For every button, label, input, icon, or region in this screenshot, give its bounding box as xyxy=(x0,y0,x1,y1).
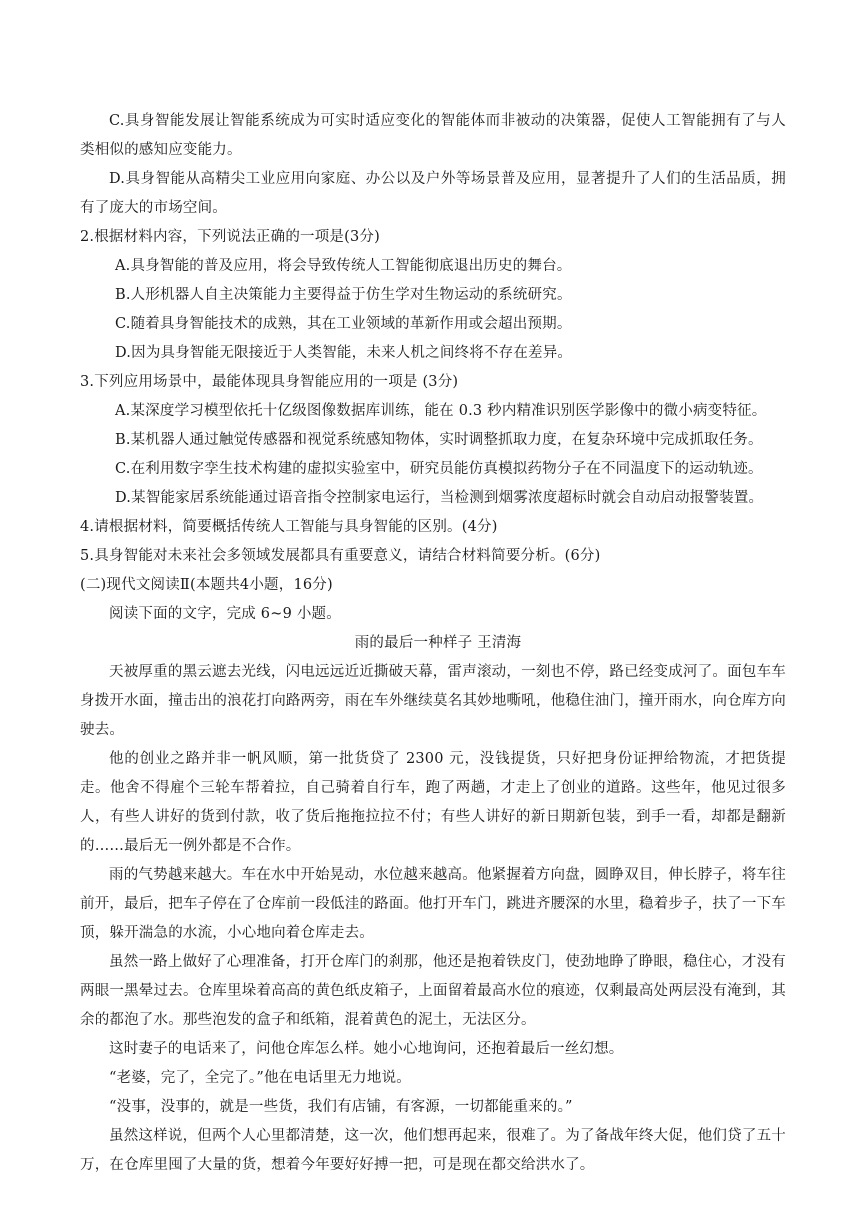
passage-paragraph: 虽然这样说，但两个人心里都清楚，这一次，他们想再起来，很难了。为了备战年终大促，他们贷了五十万，在仓库里囤了大量的货，想着今年要好好搏一把，可是现在都交给洪水了。 xyxy=(80,1128,786,1173)
q3-option-d: D.某智能家居系统能通过语音指令控制家电运行，当检测到烟雾浓度超标时就会自动启动报警装置。 xyxy=(115,490,764,506)
section-heading: (二)现代文阅读Ⅱ(本题共4小题，16分) xyxy=(80,577,333,593)
q1-option-d: D.具身智能从高精尖工业应用向家庭、办公以及户外等场景普及应用，显著提升了人们的生活品质，拥有了庞大的市场空间。 xyxy=(80,171,786,216)
passage-paragraph: “没事，没事的，就是一些货，我们有店铺，有客源，一切都能重来的。” xyxy=(109,1099,573,1115)
passage-title: 雨的最后一种样子 王清海 xyxy=(354,635,522,651)
q3-option-b: B.某机器人通过触觉传感器和视觉系统感知物体，实时调整抓取力度，在复杂环境中完成抓取任务。 xyxy=(115,432,763,448)
document-page xyxy=(80,107,786,1180)
passage-paragraph: “老婆，完了，全完了。”他在电话里无力地说。 xyxy=(109,1070,411,1086)
passage-paragraph: 这时妻子的电话来了，问他仓库怎么样。她小心地询问，还抱着最后一丝幻想。 xyxy=(109,1041,624,1057)
q3-stem: 3.下列应用场景中，最能体现具身智能应用的一项是 (3分) xyxy=(80,374,459,390)
q5-stem: 5.具身智能对未来社会多领域发展都具有重要意义，请结合材料简要分析。(6分) xyxy=(80,548,601,564)
q2-option-a: A.具身智能的普及应用，将会导致传统人工智能彻底退出历史的舞台。 xyxy=(115,258,572,274)
passage-paragraph: 雨的气势越来越大。车在水中开始晃动，水位越来越高。他紧握着方向盘，圆睁双目，伸长脖子，将车往前开，最后，把车子停在了仓库前一段低洼的路面。他打开车门，跳进齐腰深的水里，稳着步子，扶了一下车顶，躲开湍急的水流，小心地向着仓库走去。 xyxy=(80,867,786,941)
q2-option-b: B.人形机器人自主决策能力主要得益于仿生学对生物运动的系统研究。 xyxy=(115,287,572,303)
q1-option-c: C.具身智能发展让智能系统成为可实时适应变化的智能体而非被动的决策器，促使人工智能拥有了与人类相似的感知应变能力。 xyxy=(80,113,786,158)
q3-option-c: C.在利用数字孪生技术构建的虚拟实验室中，研究员能仿真模拟药物分子在不同温度下的运动轨迹。 xyxy=(115,461,763,477)
passage-paragraph: 虽然一路上做好了心理准备，打开仓库门的刹那，他还是抱着铁皮门，使劲地睁了睁眼，稳住心，才没有两眼一黑晕过去。仓库里垛着高高的黄色纸皮箱子，上面留着最高水位的痕迹，仅剩最高处两层没有淹到，其余的都泡了水。那些泡发的盒子和纸箱，混着黄色的泥土，无法区分。 xyxy=(80,954,786,1028)
q2-stem: 2.根据材料内容，下列说法正确的一项是(3分) xyxy=(80,229,380,245)
q2-option-d: D.因为具身智能无限接近于人类智能，未来人机之间终将不存在差异。 xyxy=(115,345,573,361)
q3-option-a: A.某深度学习模型依托十亿级图像数据库训练，能在 0.3 秒内精准识别医学影像中的微小病变特征。 xyxy=(115,403,767,419)
reading-instruction: 阅读下面的文字，完成 6~9 小题。 xyxy=(109,606,341,622)
q4-stem: 4.请根据材料，简要概括传统人工智能与具身智能的区别。(4分) xyxy=(80,519,498,535)
passage-paragraph: 天被厚重的黑云遮去光线，闪电远远近近撕破天幕，雷声滚动，一刻也不停，路已经变成河了。面包车车身拨开水面，撞击出的浪花打向路两旁，雨在车外继续莫名其妙地嘶吼，他稳住油门，撞开雨水，向仓库方向驶去。 xyxy=(80,664,786,738)
q2-option-c: C.随着具身智能技术的成熟，其在工业领域的革新作用或会超出预期。 xyxy=(115,316,572,332)
passage-paragraph: 他的创业之路并非一帆风顺，第一批货贷了 2300 元，没钱提货，只好把身份证押给物流，才把货提走。他舍不得雇个三轮车帮着拉，自己骑着自行车，跑了两趟，才走上了创业的道路。这些年，他见过很多人，有些人讲好的货到付款，收了货后拖拖拉拉不付；有些人讲好的新日期新包装，到手一看，却都是翻新的……最后无一例外都是不合作。 xyxy=(80,751,786,854)
